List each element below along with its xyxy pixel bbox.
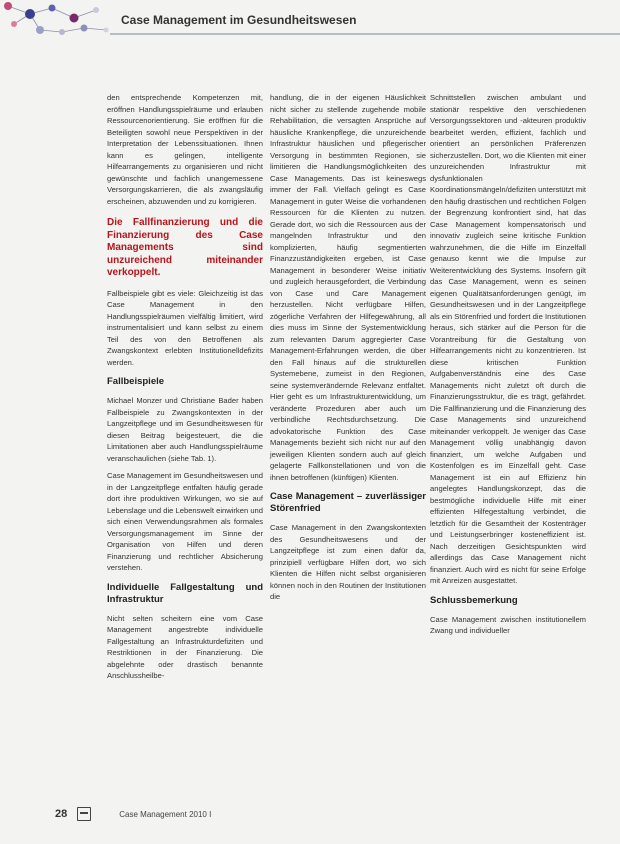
text-column-1 [107, 92, 263, 688]
magazine-logo-icon [77, 807, 91, 821]
section-heading: Fallbeispiele [107, 376, 165, 387]
paragraph: Case Management zwischen institutionellem Zwang und individueller [430, 614, 586, 635]
section-heading: Case Management – zuverlässiger Störenfried [270, 491, 426, 514]
paragraph: handlung, die in der eigenen Häuslichkeit nicht sicher zu stellende zugehende mobile Rehabilitation, die versagten Ansprüche auf häusliche Krankenpflege, die unzureichende Infrastruktur häuslichen und pflegerischer Versorgung in bestimmten Regionen, sie limitieren die Handlungsmöglichkeiten des Case Managements. Das ist keineswegs immer der Fall. Vielfach gelingt es Case Management in guter Weise die vorhandenen Ressourcen für die Klienten zu nutzen. Gerade dort, wo sich die Ressourcen aus der mangelnden Infrastruktur und den komplizierten, häufig segmentierten Finanzzuständigkeiten ergeben, ist Case Management in besonderer Weise initiativ und zugleich herausgefordert, die Verbindung von Case und Care Management herzustellen. Nicht verfügbare Hilfen, zögerliche Verfahren der Hilfegewährung, all dies muss im Sinne der Systementwicklung zum relevanten Darum aggregierter Case Management-Erfahrungen werden, die über den Fall hinaus auf die strukturellen Systemebene, zumeist in den Regionen, seine systemverändernde Relevanz entfaltet. Hier geht es um Infrastrukturentwicklung, um veränderte Prozeduren aber auch um verbindliche Rechtsdurchsetzung. Die advokatorische Funktion des Case Managements bezieht sich nicht nur auf den jeweiligen Klienten sondern auch auf gleich gelagerte Fallkonstellationen und von die ihnen betroffenen (künftigen) Klienten. [270, 93, 426, 482]
paragraph: Nicht selten scheitern eine vom Case Management angestrebte individuelle Fallgestaltung an Infrastrukturdefiziten und Restriktionen in der Finanzierung. Die abgelehnte oder drastisch benannte Anschlussheilbe- [107, 613, 263, 680]
paragraph: den entsprechende Kompetenzen mit, eröffnen Handlungsspielräume und erlauben Ressourcenorientierung. Sie eröffnen für die Beteiligten sowohl neue Perspektiven in der Interpretation der Lebenssituationen. Ihnen kann es gelingen, intelligente Hilfearrangements zu organisieren und nicht gewünschte und fachlich unangemessene Versorgungskarrieren, die als zwangsläufig erscheinen, abzuwenden und zu korrigieren. [107, 93, 263, 206]
text-column-3 [430, 92, 586, 643]
paragraph: Schnittstellen zwischen ambulant und stationär respektive den verschiedenen Versorgungssektoren und -akteuren produktiv bearbeitet werden, effizient, fachlich und orientiert an persönlichen Präferenzen sicherzustellen. Dort, wo die Klienten mit einer unzureichenden Infrastruktur mit dysfunktionalen Koordinationsmängeln/defiziten unterstützt mit den häufig drastischen und rechtlichen Folgen der Begrenzung konfrontiert sind, hat das Case Management kompensatorisch und innovativ zugleich seine kritische Funktion wahrzunehmen, die die Hilfe im Einzelfall genauso kennt wie die Impulse zur Weiterentwicklung des Systems. Insofern gilt das Case Management, wenn es seinen eigenen Qualitätsanforderungen genügt, im Gesundheitswesen und in der Langzeitpflege als ein Störenfried und fordert die Institutionen heraus, sich stärker auf die Person für die Vorantreibung für die Gestaltung von Hilfearrangements nicht zu konzentrieren. Ist diese kritischen Funktion Aufgabenverständnis eine des Case Managements nicht zuletzt oft durch die Finanzierungsstruktur, die es trägt, gefährdet. Die Fallfinanzierung und die Finanzierung des Case Managements sind unzureichend miteinander verkoppelt. Je weniger das Case Management völlig unabhängig davon finanziert, um welche Aufgaben und Kostenfolgen es im Einzelfall geht. Case Management ist ein auf Effizienz hin angelegtes Handlungskonzept, das die bestmögliche individuelle Hilfe mit einer effizienten Hilfegestaltung verbindet, die letztlich für die Gesamtheit der Kostenträger und Leistungserbringer kosteneffizient ist. Nach derzeitigen Gesichtspunkten wird allerdings das Case Management nicht finanziert. Auch wird es nicht für seine Erfolge mit Anreizen ausgestattet. [430, 93, 586, 585]
pull-quote-heading: Die Fallfinanzierung und die Finanzierung des Case Managements sind unzureichend miteinander verkoppelt. [107, 217, 263, 278]
issue-label: Case Management 2010 I [119, 809, 212, 819]
paragraph: Michael Monzer und Christiane Bader haben Fallbeispiele zu Zwangskontexten in der Langzeitpflege und im Gesundheitswesen für diesen Beitrag beigesteuert, die die Limitationen aber auch Handlungsspielräume veranschaulichen (siehe Tab. 1). [107, 396, 263, 463]
header-molecule-logo [0, 0, 120, 42]
section-heading: Individuelle Fallgestaltung und Infrastruktur [107, 581, 263, 605]
header-divider [110, 33, 620, 35]
paragraph: Case Management in den Zwangskontexten des Gesundheitswesens und der Langzeitpflege ist zum einen dafür da, prinzipiell verfügbare Hilfen dort, wo sich Klienten die Hilfen nicht selbst organisieren können noch in den Routinen der Institutionen die [270, 523, 426, 601]
page-footer [55, 807, 211, 821]
section-heading: Schlussbemerkung [430, 594, 518, 606]
paragraph: Case Management im Gesundheitswesen und in der Langzeitpflege entfalten häufig gerade dort ihre produktiven Wirkungen, wo sie auf Lebenslage und die Lebenswelt einwirken und sich einen Verwendungsrahmen als formales Versorgungsmanagement im Sinne der Organisation von Hilfen und deren Finanzierung und rechtlicher Absicherung verstehen. [107, 471, 263, 572]
text-column-2 [270, 92, 426, 609]
header-title: Case Management im Gesundheitswesen [121, 13, 357, 27]
paragraph: Fallbeispiele gibt es viele: Gleichzeitig ist das Case Management in den Handlungsspielräumen vielfältig limitiert, wird instrumentalisiert und kann selbst zu einem Teil des von den Betroffenen als Zwangskontext erlebten Institutionelldefizits werden. [107, 288, 263, 367]
page-number: 28 [55, 808, 68, 820]
